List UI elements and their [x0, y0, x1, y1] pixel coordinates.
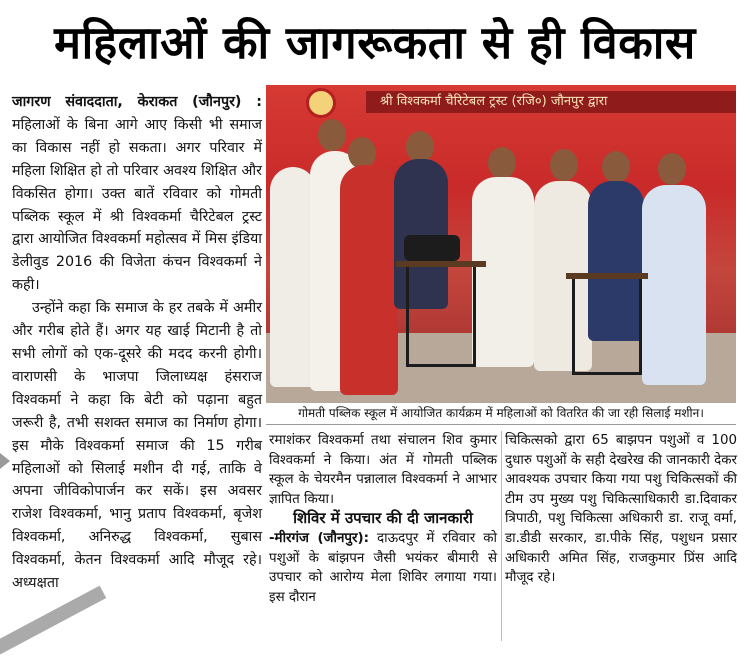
person-silhouette [340, 165, 398, 395]
trust-seal-left [306, 88, 336, 118]
article-column-3 [505, 431, 737, 588]
person-head [658, 153, 686, 185]
byline: जागरण संवाददाता, केराकत (जौनपुर) : [12, 94, 262, 110]
headline: महिलाओं की जागरूकता से ही विकास [54, 16, 696, 69]
person-head [318, 119, 346, 151]
column-2-paragraph-2 [269, 529, 497, 607]
sewing-machine [404, 235, 460, 261]
person-head [602, 151, 630, 183]
byline-2: -मीरगंज (जौनपुर): [269, 530, 369, 546]
column-3-paragraph-1: चिकित्सको द्वारा 65 बाझपन पशुओं व 100 दुधारु पशुओं के सही देखरेख की जानकारी देकर आवश्यक उपचार किया गया पशु चिकित्सकों की टीम उप मुख्य पशु चिकित्साधिकारी डा.दिवाकर त्रिपाठी, पशु चिकित्सा अधिकारी डा. राजू वर्मा, डा.डीडी सरकार, डा.पीके सिंह, पशुधन प्रसार अधिकारी अमित सिंह, राजकुमार प्रिंस आदि मौजूद रहे। [505, 433, 737, 586]
sewing-stand [572, 279, 642, 375]
corner-decoration [0, 586, 106, 655]
person-silhouette [642, 185, 706, 385]
column-2-paragraph-2-text: दाऊदपुर में रविवार को पशुओं के बांझपन जैसी भयंकर बीमारी से उपचार को आरोग्य मेला शिविर लगाया गया। इस दौरान [269, 530, 498, 605]
paragraph-2: उन्होंने कहा कि समाज के हर तबके में अमीर और गरीब होते हैं। अगर यह खाई मिटानी है तो सभी लोगों को एक-दूसरे की मदद करनी होगी। वाराणसी के भाजपा जिलाध्यक्ष हंसराज विश्वकर्मा ने कहा कि बेटी को पढ़ाना बहुत जरूरी है, तभी सशक्त समाज का निर्माण होगा। इस मौके विश्वकर्मा समाज की 15 गरीब महिलाओं को सिलाई मशीन दी गई, ताकि वे अपना जीविकोपार्जन कर सकें। इस अवसर राजेश विश्वकर्मा, भानु प्रताप विश्वकर्मा, बृजेश विश्वकर्मा, अनिरुद्ध विश्वकर्मा, सुबास विश्वकर्मा, केतन विश्वकर्मा आदि मौजूद रहे। अध्यक्षता [12, 300, 262, 592]
person-head [488, 147, 516, 179]
paragraph-1 [12, 91, 262, 297]
article-column-1 [12, 91, 262, 595]
sewing-stand [406, 267, 476, 367]
sub-headline: शिविर में उपचार की दी जानकारी [293, 509, 473, 528]
article-column-2 [269, 431, 497, 607]
person-silhouette [472, 177, 534, 367]
paragraph-1-text: महिलाओं के बिना आगे आए किसी भी समाज का विकास नहीं हो सकता। अगर परिवार में महिला शिक्षित हो तो परिवार अवश्य शिक्षित और विकसित होगा। उक्त बातें रविवार को गोमती पब्लिक स्कूल में श्री विश्वकर्मा चैरिटेबल ट्रस्ट द्वारा आयोजित विश्वकर्मा महोत्सव में मिस इंडिया डेलीवुड 2016 की विजेता कंचन विश्वकर्मा ने कही। [12, 116, 262, 294]
photo-banner: श्री विश्वकर्मा चैरिटेबल ट्रस्ट (रजि०) जौनपुर द्वारा [366, 91, 736, 113]
person-head [550, 149, 578, 181]
column-divider [501, 431, 502, 641]
photo-caption: गोमती पब्लिक स्कूल में आयोजित कार्यक्रम में महिलाओं को वितरित की जा रही सिलाई मशीन। [266, 403, 736, 425]
page-marker-arrow-icon [0, 453, 10, 469]
column-2-paragraph-1: रमाशंकर विश्वकर्मा तथा संचालन शिव कुमार विश्वकर्मा ने किया। अंत में गोमती पब्लिक स्कूल के चेयरमैन पन्नालाल विश्वकर्मा ने आभार ज्ञापित किया। [269, 433, 497, 507]
event-photo [266, 85, 736, 403]
